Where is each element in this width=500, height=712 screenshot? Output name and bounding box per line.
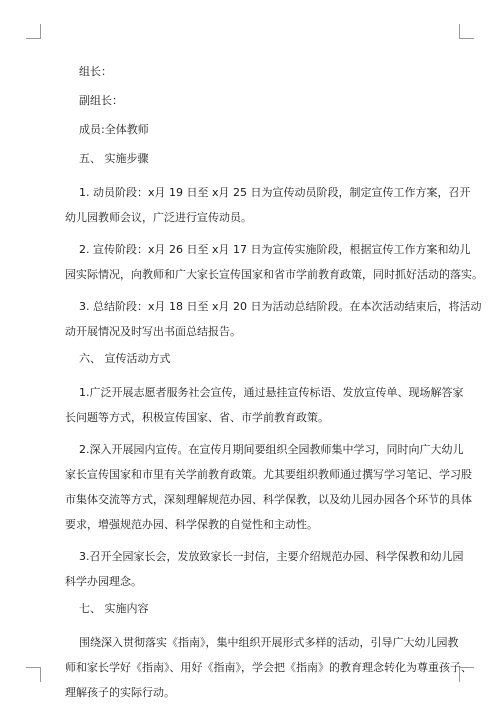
paragraph-line: 1. 动员阶段：x月 19 日至 x月 25 日为宣传动员阶段，制定宣传工作方案，召开 [79, 186, 471, 199]
crop-mark-bottom-left [26, 667, 41, 682]
step-1-paragraph [65, 180, 471, 230]
step-2-paragraph [65, 237, 483, 287]
paragraph-line: 师和家长学好《指南》、用好《指南》，学会把《指南》的教育理念转化为尊重孩子、 [65, 661, 472, 674]
method-1-paragraph [65, 380, 464, 430]
deputy-leader-line: 副组长： [79, 94, 123, 107]
paragraph-line: 1.广泛开展志愿者服务社会宣传，通过悬挂宣传标语、发放宣传单、现场解答家 [79, 386, 464, 399]
paragraph-line: 3. 总结阶段：x月 18 日至 x月 20 日为活动总结阶段。在本次活动结束后，将活动 [79, 300, 482, 313]
crop-mark-top-right [459, 24, 474, 39]
paragraph-line: 市集体交流等方式，深刻理解规范办园、科学保教，以及幼儿园办园各个环节的具体 [65, 493, 472, 506]
members-line: 成员:全体教师 [79, 123, 149, 136]
paragraph-line: 2.深入开展园内宣传。在宣传月期间要组织全园教师集中学习，同时向广大幼儿 [79, 443, 464, 456]
paragraph-line: 围绕深入贯彻落实《指南》，集中组织开展形式多样的活动，引导广大幼儿园教 [79, 636, 459, 649]
paragraph-line: 要求，增强规范办园、科学保教的自觉性和主动性。 [65, 518, 318, 531]
method-2-paragraph [65, 437, 472, 537]
leader-line: 组长： [79, 65, 112, 78]
paragraph-line: 幼儿园教师会议，广泛进行宣传动员。 [65, 211, 252, 224]
method-3-paragraph [65, 544, 464, 594]
document-body [65, 64, 483, 712]
section-heading-publicity-methods: 六、 宣传活动方式 [79, 352, 171, 365]
paragraph-line: 3.召开全园家长会，发放致家长一封信，主要介绍规范办园、科学保教和幼儿园 [79, 550, 464, 563]
paragraph-line: 科学办园理念。 [65, 575, 142, 588]
crop-mark-top-left [26, 24, 41, 39]
paragraph-line: 园实际情况，向教师和广大家长宣传国家和省市学前教育政策，同时抓好活动的落实。 [65, 268, 483, 281]
paragraph-line: 家长宣传国家和市里有关学前教育政策。尤其要组织教师通过撰写学习笔记、学习股 [65, 468, 472, 481]
paragraph-line: 动开展情况及时写出书面总结报告。 [65, 325, 241, 338]
section-heading-implementation-content: 七、 实施内容 [79, 602, 149, 615]
paragraph-line: 理解孩子的实际行动。 [65, 686, 175, 699]
paragraph-line: 长问题等方式，积极宣传国家、省、市学前教育政策。 [65, 411, 329, 424]
content-paragraph [65, 630, 472, 705]
paragraph-line: 2. 宣传阶段：x月 26 日至 x月 17 日为宣传实施阶段，根据宣传工作方案和幼儿 [79, 243, 471, 256]
section-heading-implementation-steps: 五、 实施步骤 [79, 152, 149, 165]
step-3-paragraph [65, 294, 482, 344]
